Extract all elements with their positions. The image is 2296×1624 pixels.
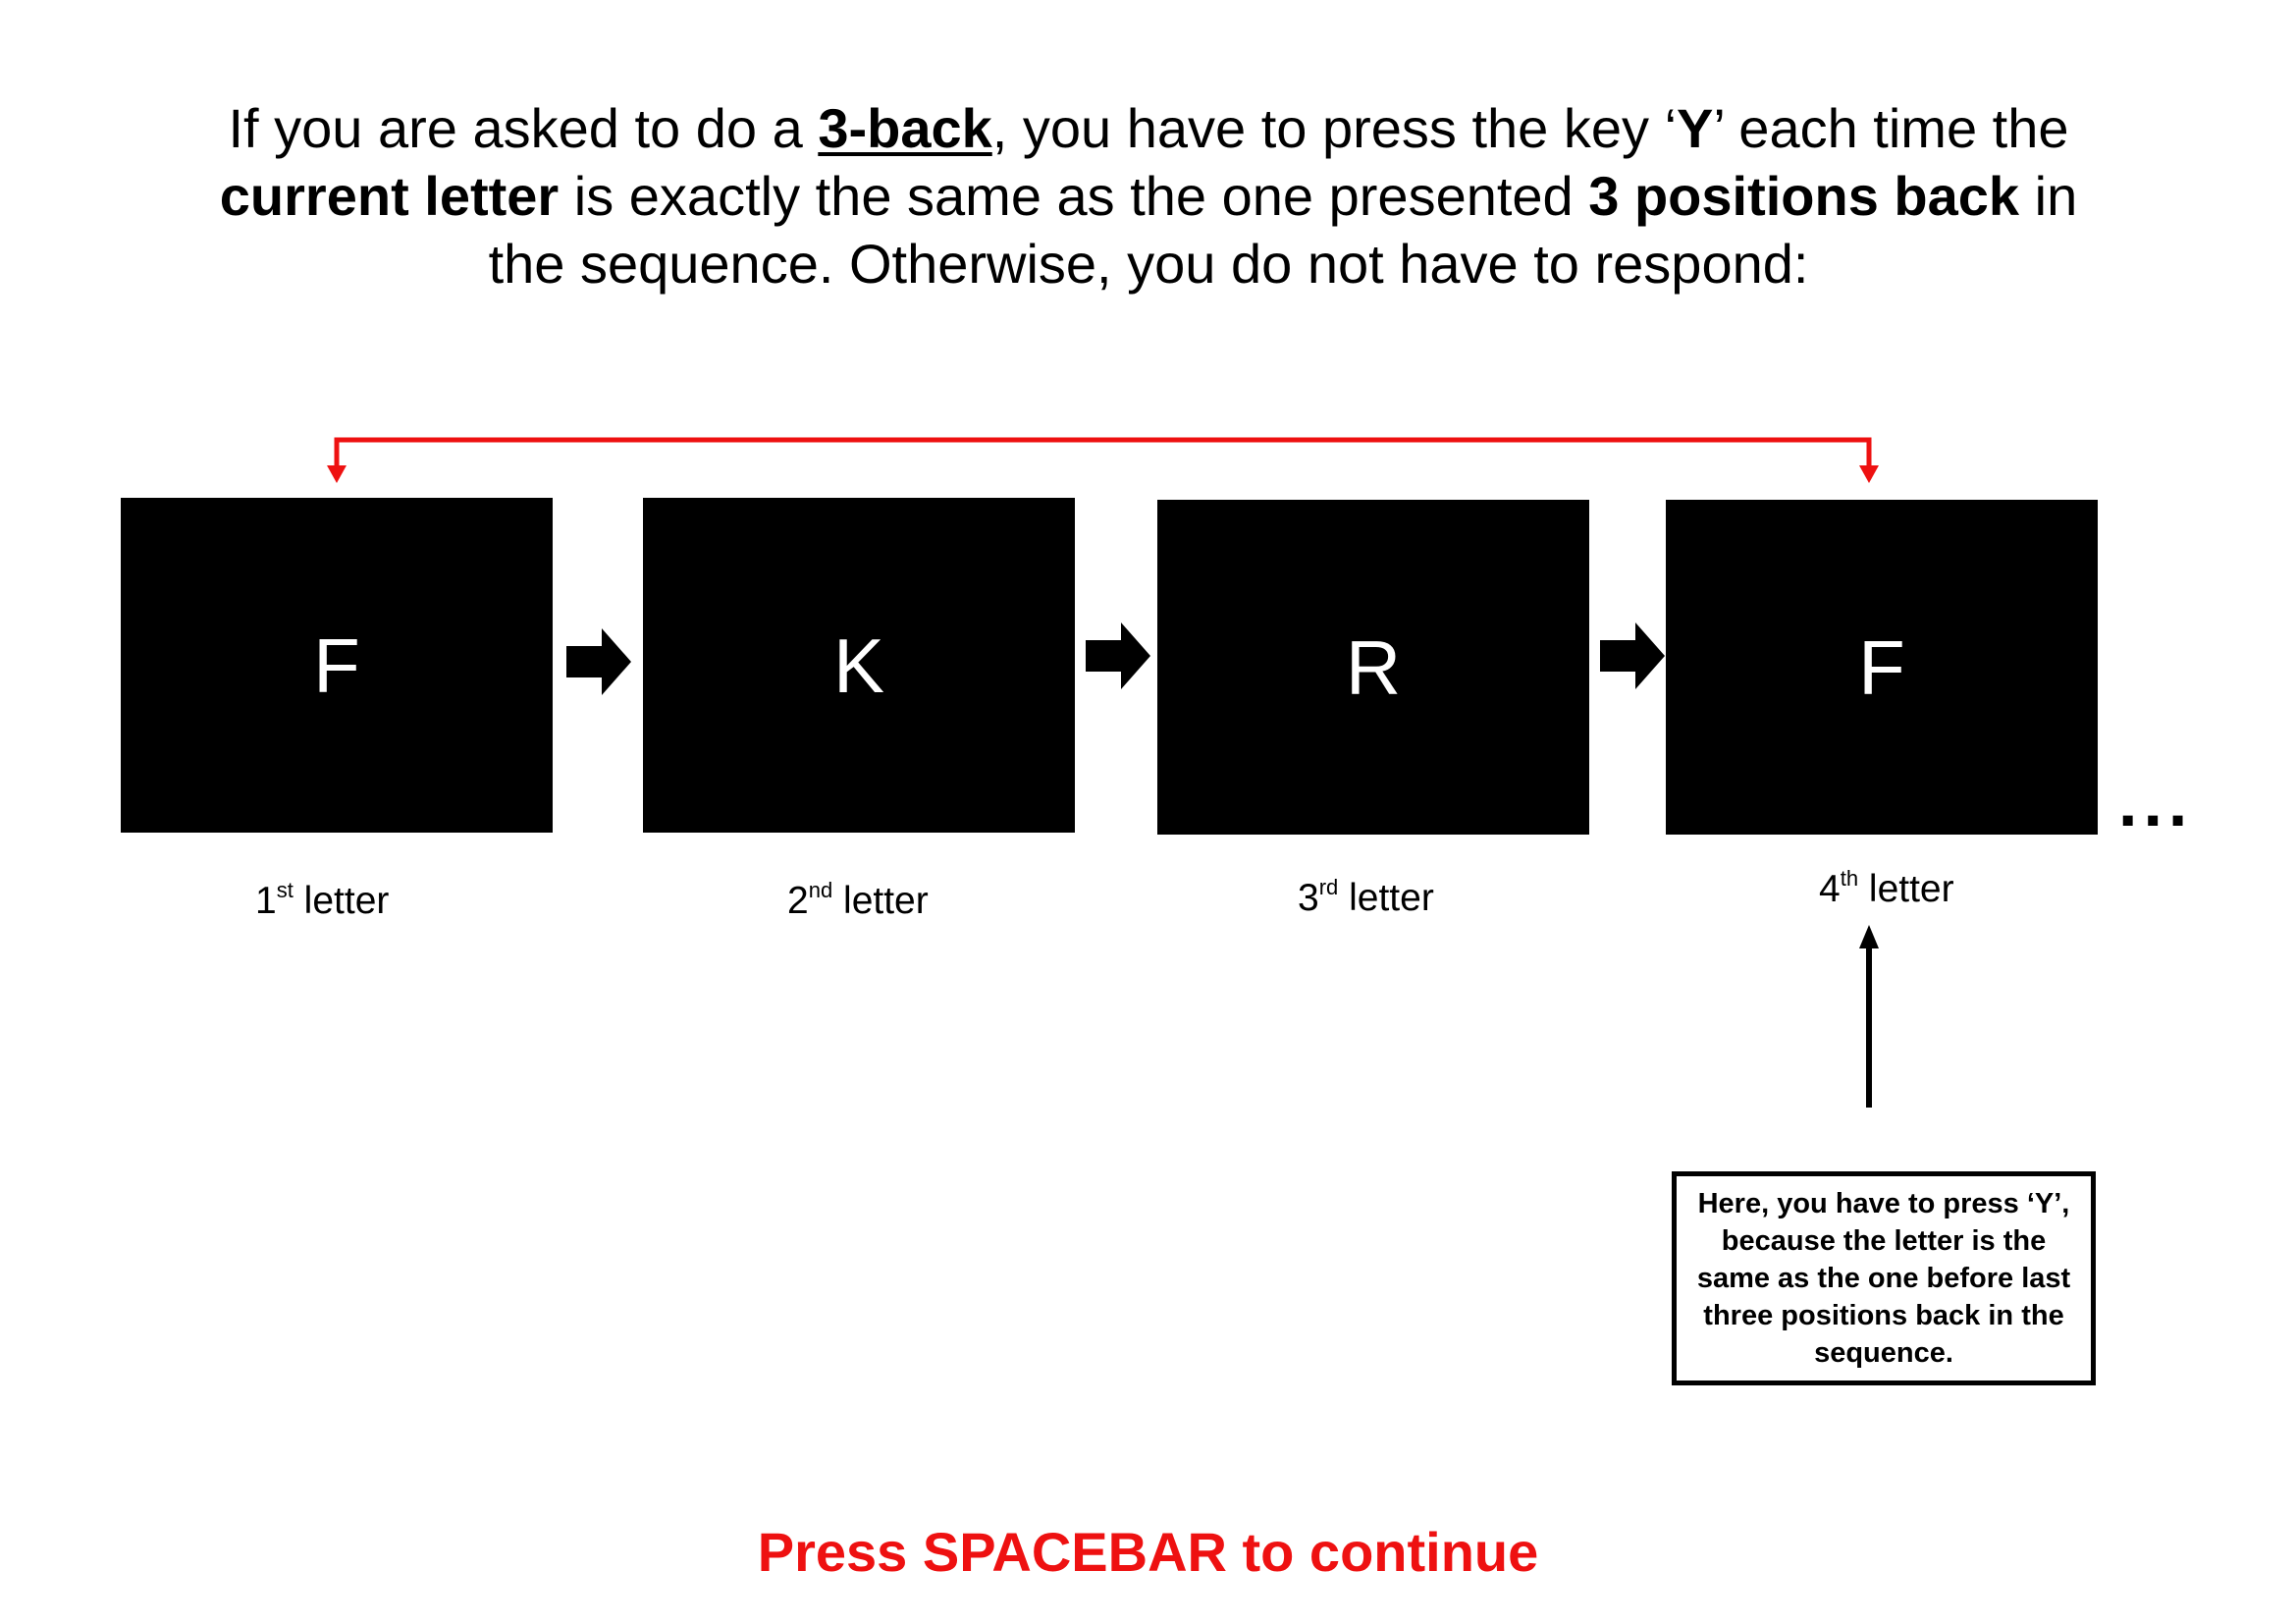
caption-4th-letter: 4th letter (1819, 866, 1954, 910)
red-arrowhead-right (1859, 465, 1879, 483)
right-arrow-icon (1600, 623, 1665, 689)
instr-3back: 3-back (818, 97, 992, 159)
box-letter: K (832, 622, 885, 709)
red-bracket-connector (337, 440, 1869, 468)
box-letter: F (1858, 623, 1905, 711)
instr-current-letter: current letter (219, 165, 560, 227)
instr-text: If you are asked to do a (228, 97, 819, 159)
caption-3rd-letter: 3rd letter (1298, 875, 1434, 919)
red-arrowhead-left (327, 465, 347, 483)
caption-2nd-letter: 2nd letter (787, 878, 929, 922)
instr-positions-back: 3 positions back (1588, 165, 2020, 227)
ellipsis: ... (2118, 764, 2194, 840)
letter-box-1 (121, 498, 553, 833)
letter-box-2 (643, 498, 1075, 833)
right-arrow-icon (566, 628, 631, 695)
instr-text: the sequence. Otherwise, you do not have to respond: (488, 233, 1809, 295)
explanation-note-box (1672, 1171, 2096, 1385)
press-spacebar-prompt[interactable]: Press SPACEBAR to continue (757, 1521, 1539, 1583)
instr-text: , you have to press the key ‘ (991, 97, 1678, 159)
box-letter: F (313, 622, 360, 709)
right-arrow-icon (1086, 623, 1150, 689)
instr-key: Y (1677, 97, 1714, 159)
letter-box-4 (1666, 500, 2098, 835)
caption-1st-letter: 1st letter (255, 878, 390, 922)
up-arrow-head (1859, 925, 1879, 948)
explanation-note-text: Here, you have to press ‘Y’, because the letter is the same as the one before last three positions back in the sequence. (1696, 1188, 2071, 1369)
instr-text: is exactly the same as the one presented (559, 165, 1589, 227)
instr-text: ’ each time the (1713, 97, 2069, 159)
letter-box-3 (1157, 500, 1589, 835)
box-letter: R (1345, 623, 1402, 711)
instr-text: in (2019, 165, 2078, 227)
